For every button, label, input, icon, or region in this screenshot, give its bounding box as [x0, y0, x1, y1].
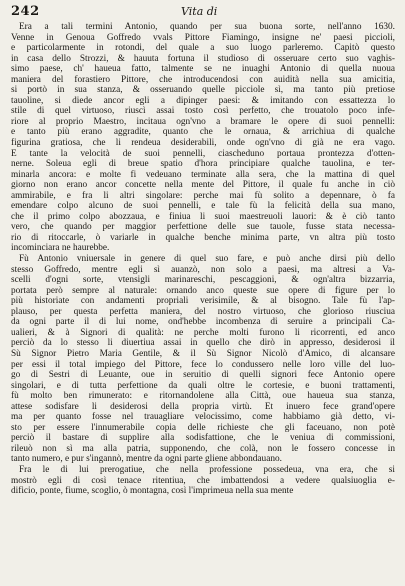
- paragraph: [11, 465, 395, 497]
- text-line: E tante la velocità de suoi pennelli, ciascheduno portaua prontezza d'otten-: [11, 148, 395, 159]
- text-line: minarla ancora: e molte fi vedeuano terminate alla sera, che la mattina di quel: [11, 169, 395, 180]
- paragraph: [11, 22, 395, 254]
- text-line: tanto numero, e pur s'ingannò, mentre da ogni parte gliene abbondauano.: [11, 454, 282, 465]
- text-line: attese sodisfare li desiderosi della propria virtù. Et inuero fece grand'opere: [11, 401, 395, 412]
- text-line: perciò da lo stesso li diuertiua assai in quello che dirò in appresso, desiderosi il: [11, 338, 395, 349]
- text-line: ammirabile, e fra li altri singolare: perche mai fù solito a depennare, ò fa: [11, 190, 395, 201]
- text-line: più historiate con andamenti propriali verisimile, & al bisogno. Tale fù l'ap-: [11, 296, 395, 307]
- page-number: 242: [11, 4, 40, 19]
- paragraph: [11, 254, 395, 465]
- text-line: sto per essere l'innumerabile copia delle richieste che gli faceuano, non potè: [11, 422, 395, 433]
- text-line: Fù Antonio vniuersale in genere di quel suo fare, e può anche dirsi più dello: [19, 254, 395, 265]
- text-line: simo paese, ch' haueua fatto, talmente se ne inuaghi Antonio di quella nuoua: [11, 64, 395, 75]
- text-line: emendare colpo alcuno de suoi pennelli, e tale fù la felicità della sua mano,: [11, 201, 395, 212]
- text-line: maniera del forastiero Pittore, che introducendosi con auidità nella sua amicitia,: [11, 74, 395, 85]
- text-line: vero, che quando per maggior perfettione delle sue tauole, fusse stata necessa-: [11, 222, 395, 233]
- text-line: plauso, per questa perfetta maniera, del nostro virtuoso, che glorioso riusciua: [11, 306, 395, 317]
- text-line: Sù Signor Pietro Maria Gentile, & il Sù Signor Nicolò d'Amico, di alcansare: [11, 348, 395, 359]
- text-line: ma per quanto fosse nel trauagliare velocissimo, come habbiamo già detto, vi-: [11, 412, 395, 423]
- text-line: per essi il total impiego del Pittore, fece lo condussero nelle loro ville del luo-: [11, 359, 395, 370]
- text-line: portata però sempre al naturale: ornando anco queste sue opere di figure per lo: [11, 285, 395, 296]
- text-line: Era a tali termini Antonio, quando per sua buona sorte, nell'anno 1630.: [19, 22, 395, 32]
- text-line: tauoline, si diede ancor egli a dipinger paesi: & imitando con essattezza lo: [11, 95, 395, 106]
- text-line: singolari, e di tutta perfettione da quali oltre le cortesie, e buoni trattamenti,: [11, 380, 395, 391]
- text-line: e tanto più erano aggradite, quanto che le ornaua, & arrichiua di qualche: [11, 127, 395, 138]
- text-line: Fra le di lui prerogatiue, che nella professione possedeua, vna era, che si: [19, 464, 395, 475]
- text-line: si portò in sua stanza, & osseruando quelle picciole sì, ma tanto più pretiose: [11, 85, 395, 96]
- text-line: go di Sestri di Leuante, oue in seruitio di quelli signori fece Antonio opere: [11, 370, 395, 381]
- text-line: rio di ritoccarle, ò variarle in qualche benche minima parte, vn altra più tosto: [11, 232, 395, 243]
- text-line: scelli d'ogni sorte, vtensigli marinareschi, pescaggioni, & ogn'altra bizzarria,: [11, 275, 395, 286]
- text-line: che il primo colpo abozzaua, e finiua li suoi maestreuoli lauori: & è ciò tanto: [11, 211, 395, 222]
- text-line: dificio, ponte, fiume, scoglio, ò montagna, così l'imprimeua nella sua mente: [11, 486, 294, 497]
- text-line: stile di quel virtuoso, riuscì assai tosto così perfetto, che trouatolo poco infe-: [11, 106, 395, 117]
- body-text: [11, 22, 395, 497]
- text-line: nerne. Soleua egli di breue spatio d'hora principiare qualche tauolina, e ter-: [11, 159, 395, 170]
- text-line: in casa dello Strozzi, & hauuta fortuna il studioso di osseruare certo suo vaghis-: [11, 53, 395, 64]
- text-line: da ogni parte il di lui nome, ond'hebbe incombenza di seruire a principali Ca-: [11, 317, 395, 328]
- text-line: stesso Goffredo, mentre egli sì auanzò, non solo a paesi, ma altresi a Va-: [11, 264, 395, 275]
- text-line: riore al proprio Maestro, incitaua ogn'vno a bramare le opere di suoi pennelli:: [11, 116, 395, 127]
- text-line: e particolarmente in rotondi, del quale a suo luogo parleremo. Capitò questo: [11, 43, 395, 54]
- text-line: fù molto ben rimunerato: e ritornandolene alla Città, oue haueua sua stanza,: [11, 391, 395, 402]
- text-line: figurina gratiosa, che li rendeua desiderabili, onde ogn'vno di già ne era vago.: [11, 138, 395, 149]
- text-line: Venne in Genoua Goffredo vvals Pittore Fiamingo, insigne ne' paesi piccioli,: [11, 32, 395, 43]
- text-line: rileuò non sì ma alla patria, supponendo, che colà, non le fossero concesse in: [11, 443, 395, 454]
- text-line: mostrò egli di così tenace ritentiua, che imbattendosi a vedere qualsiuoglia e-: [11, 475, 395, 486]
- text-line: incominciara ne haurebbe.: [11, 243, 110, 254]
- text-line: ualieri, & à Signori di qualità: ne perche molti furono li ricorrenti, ed anco: [11, 327, 395, 338]
- page-header: [11, 4, 395, 20]
- text-line: perciò il bastare di supplire alla sodisfattione, che le veniua di commissioni,: [11, 433, 395, 444]
- running-head: Vita di: [181, 5, 218, 18]
- text-line: giorno non erano ancor concette nella mente del Pittore, il quale fu anche in ciò: [11, 180, 395, 191]
